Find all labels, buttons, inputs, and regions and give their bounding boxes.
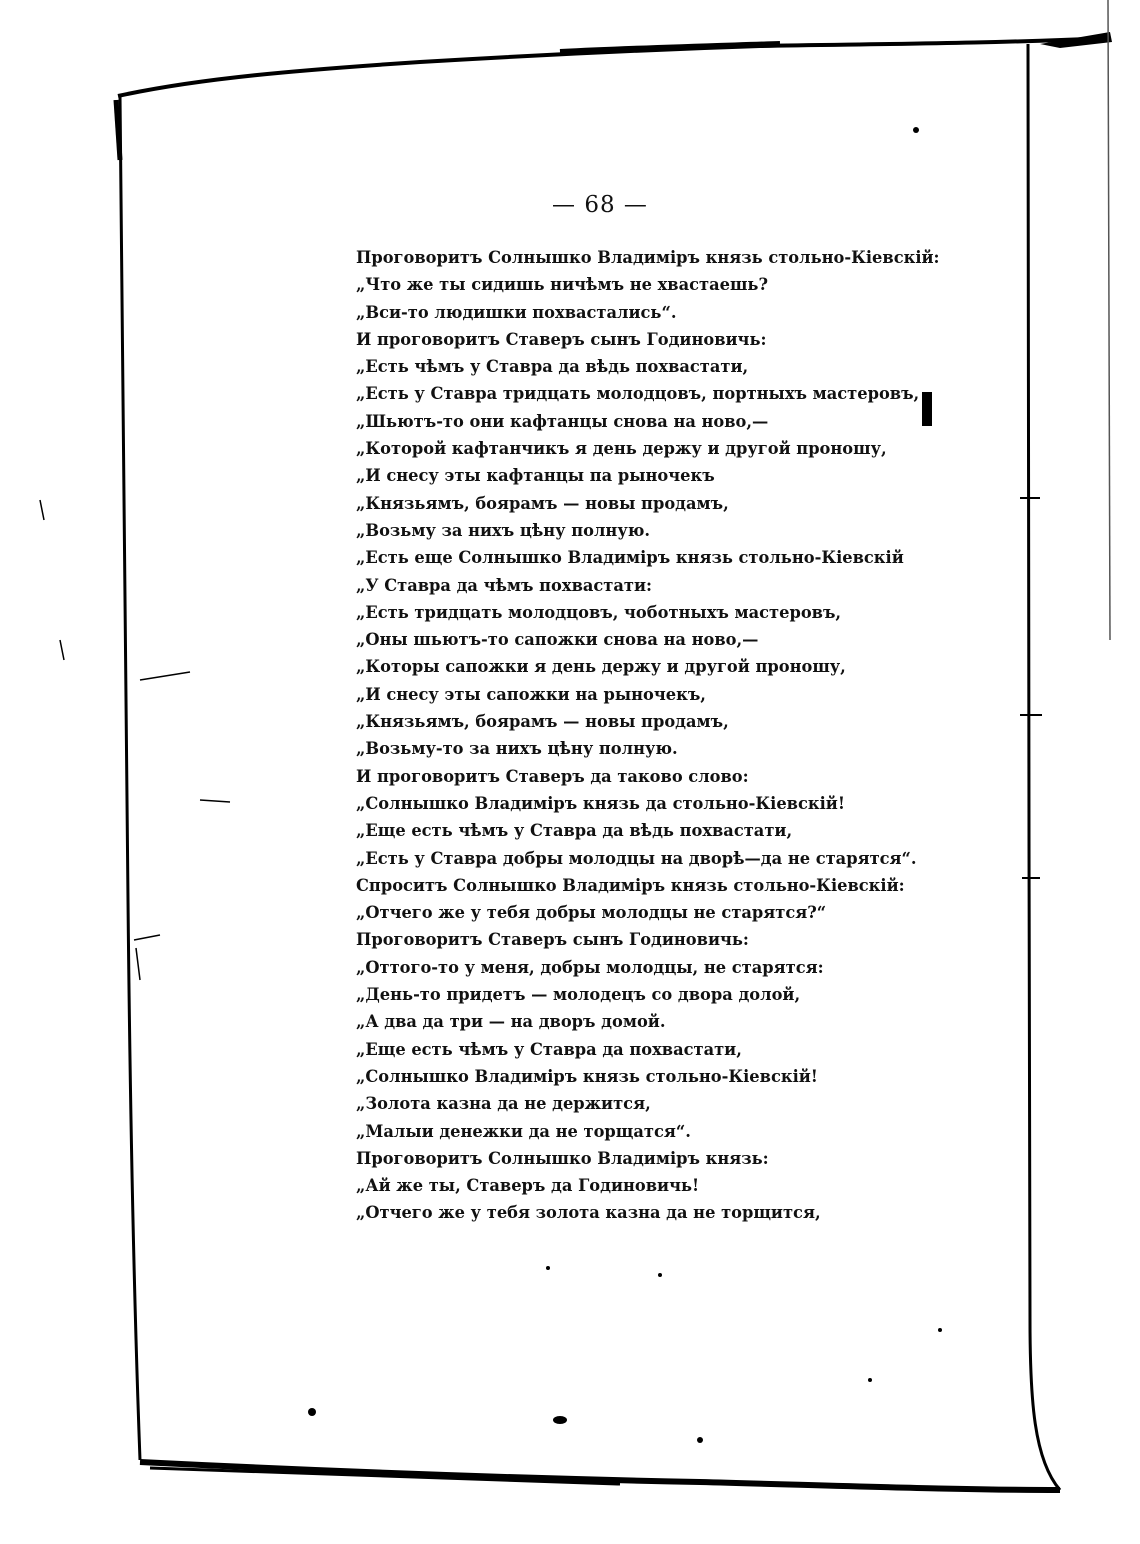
- poem-line: „И снесу эты сапожки на рыночекъ,: [356, 684, 706, 704]
- poem-line: Проговоритъ Солнышко Владиміръ князь стольно-Кіевскій:: [356, 248, 940, 267]
- poem-line: „Шьютъ-то они кафтанцы снова на ново,—: [356, 411, 769, 431]
- poem-line: Спроситъ Солнышко Владиміръ князь стольно-Кіевскій:: [356, 875, 905, 895]
- poem-line: „У Ставра да чѣмъ похвастати:: [356, 575, 653, 595]
- poem-line: „День-то придетъ — молодецъ со двора долой,: [356, 985, 801, 1005]
- poem-line: „Отчего же у тебя добры молодцы не старятся?“: [356, 903, 827, 923]
- poem-line: Проговоритъ Солнышко Владиміръ князь:: [356, 1148, 769, 1168]
- poem-line: „Золота казна да не держится,: [356, 1094, 651, 1114]
- page-number: — 68 —: [552, 192, 648, 218]
- poem-line: „Есть еще Солнышко Владиміръ князь стольно-Кіевскій: [356, 548, 904, 568]
- poem-line: „Ай же ты, Ставеръ да Годиновичь!: [356, 1176, 700, 1196]
- poem-line: „Есть у Ставра тридцать молодцовъ, портныхъ мастеровъ,: [356, 384, 920, 404]
- poem-line: „Вси-то людишки похвастались“.: [356, 302, 677, 322]
- poem-line: „Малыи денежки да не торщатся“.: [356, 1121, 691, 1141]
- poem-line: „Князьямъ, боярамъ — новы продамъ,: [356, 493, 729, 513]
- poem-line: „Солнышко Владиміръ князь стольно-Кіевскій!: [356, 1066, 818, 1086]
- poem-line: „Есть чѣмъ у Ставра да вѣдь похвастати,: [356, 357, 749, 377]
- poem-line: Проговоритъ Ставеръ сынъ Годиновичь:: [356, 930, 749, 950]
- poem-line: „Возьму за нихъ цѣну полную.: [356, 520, 651, 540]
- poem-line: „Которы сапожки я день держу и другой проношу,: [356, 657, 846, 677]
- poem-line: И проговоритъ Ставеръ сынъ Годиновичь:: [356, 329, 767, 349]
- poem-line: И проговоритъ Ставеръ да таково слово:: [356, 766, 749, 786]
- poem-line: „Отчего же у тебя золота казна да не торщится,: [356, 1203, 821, 1223]
- poem-line: „Оны шьютъ-то сапожки снова на ново,—: [356, 630, 759, 650]
- poem-text: [356, 244, 956, 1227]
- poem-line: „Есть у Ставра добры молодцы на дворѣ—да не старятся“.: [356, 848, 917, 868]
- poem-line: „Солнышко Владиміръ князь да стольно-Кіевскій!: [356, 793, 845, 813]
- poem-line: „Есть тридцать молодцовъ, чоботныхъ мастеровъ,: [356, 602, 842, 622]
- poem-line: „Оттого-то у меня, добры молодцы, не старятся:: [356, 957, 824, 977]
- poem-line: „Князьямъ, боярамъ — новы продамъ,: [356, 712, 729, 732]
- poem-line: „Еще есть чѣмъ у Ставра да похвастати,: [356, 1039, 742, 1059]
- poem-line: „Возьму-то за нихъ цѣну полную.: [356, 739, 678, 759]
- poem-line: „Что же ты сидишь ничѣмъ не хвастаешь?: [356, 275, 768, 295]
- poem-line: „Которой кафтанчикъ я день держу и другой проношу,: [356, 439, 887, 459]
- poem-line: „Еще есть чѣмъ у Ставра да вѣдь похвастати,: [356, 821, 793, 841]
- poem-line: „И снесу эты кафтанцы па рыночекъ: [356, 466, 715, 486]
- poem-line: „А два да три — на дворъ домой.: [356, 1012, 666, 1032]
